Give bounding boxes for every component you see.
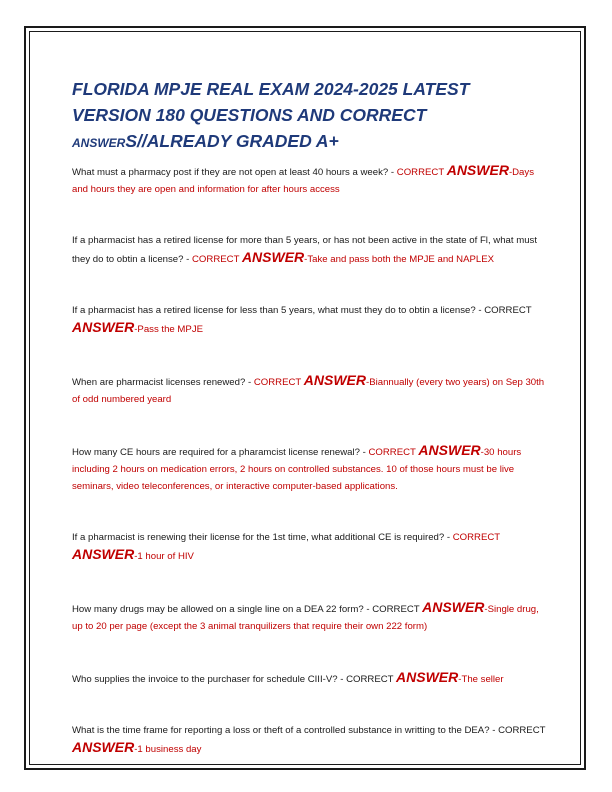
answer-text: -Days and hours they are open and information for after hours access — [72, 167, 534, 195]
answer-label: ANSWER — [396, 669, 459, 685]
question-text: Who supplies the invoice to the purchaser for schedule CIII-V? - — [72, 674, 347, 685]
answer-label: ANSWER — [72, 739, 135, 755]
correct-label: CORRECT — [253, 377, 304, 388]
correct-label: CORRECT — [192, 254, 242, 265]
qa-item — [72, 669, 546, 688]
answer-label: ANSWER — [446, 162, 509, 178]
answer-text: -1 hour of HIV — [134, 551, 194, 562]
qa-item — [72, 372, 546, 408]
answer-label: ANSWER — [72, 319, 135, 335]
question-text: How many CE hours are required for a pharamcist license renewal? - — [72, 447, 369, 458]
answer-label: ANSWER — [241, 249, 305, 265]
question-text: When are pharmacist licenses renewed? - — [72, 377, 254, 388]
question-text: How many drugs may be allowed on a single line on a DEA 22 form? - — [72, 604, 373, 615]
answer-text: -30 hours including 2 hours on medication errors, 2 hours on controlled substances. 10 of those hours must be live seminars, video teleconferences, or interactive computer-based applications. — [72, 447, 522, 492]
answer-text: -Single drug, up to 20 per page (except the 3 animal tranquilizers that require their own 222 form) — [72, 604, 539, 632]
question-text: What is the time frame for reporting a loss or theft of a controlled substance in writting to the DEA? - — [72, 725, 499, 736]
qa-item — [72, 302, 546, 338]
answer-label: ANSWER — [418, 442, 481, 458]
answer-label: ANSWER — [422, 599, 485, 615]
qa-item — [72, 599, 546, 635]
answer-text: -The seller — [458, 674, 504, 685]
correct-label: CORRECT — [498, 725, 546, 736]
document-content — [72, 76, 546, 758]
answer-text: -1 business day — [134, 744, 202, 755]
qa-item — [72, 722, 546, 758]
question-text: If a pharmacist has a retired license for more than 5 years, or has not been active in the state of Fl, what must they do to obtin a license? - — [72, 235, 537, 265]
correct-label: CORRECT — [484, 305, 532, 316]
answer-text: -Biannually (every two years) on Sep 30th of odd numbered yeard — [72, 377, 545, 405]
qa-item — [72, 529, 546, 565]
document-title: FLORIDA MPJE REAL EXAM 2024-2025 LATEST VERSION 180 QUESTIONS AND CORRECT ANSWERS//ALREADY GRADED A+ — [72, 79, 470, 151]
question-text: If a pharmacist is renewing their license for the 1st time, what additional CE is required? - — [72, 532, 453, 543]
answer-label: ANSWER — [72, 546, 135, 562]
question-text: If a pharmacist has a retired license for less than 5 years, what must they do to obtin a license? - — [72, 305, 485, 316]
answer-text: -Take and pass both the MPJE and NAPLEX — [304, 254, 495, 265]
answer-text: -Pass the MPJE — [134, 324, 204, 335]
question-text: What must a pharmacy post if they are not open at least 40 hours a week? - — [72, 167, 397, 178]
answer-label: ANSWER — [303, 372, 367, 388]
correct-label: CORRECT — [346, 674, 397, 685]
qa-item — [72, 232, 546, 268]
qa-item — [72, 162, 546, 198]
correct-label: CORRECT — [452, 532, 500, 543]
correct-label: CORRECT — [368, 447, 419, 458]
qa-item — [72, 442, 546, 495]
correct-label: CORRECT — [372, 604, 423, 615]
correct-label: CORRECT — [396, 167, 447, 178]
